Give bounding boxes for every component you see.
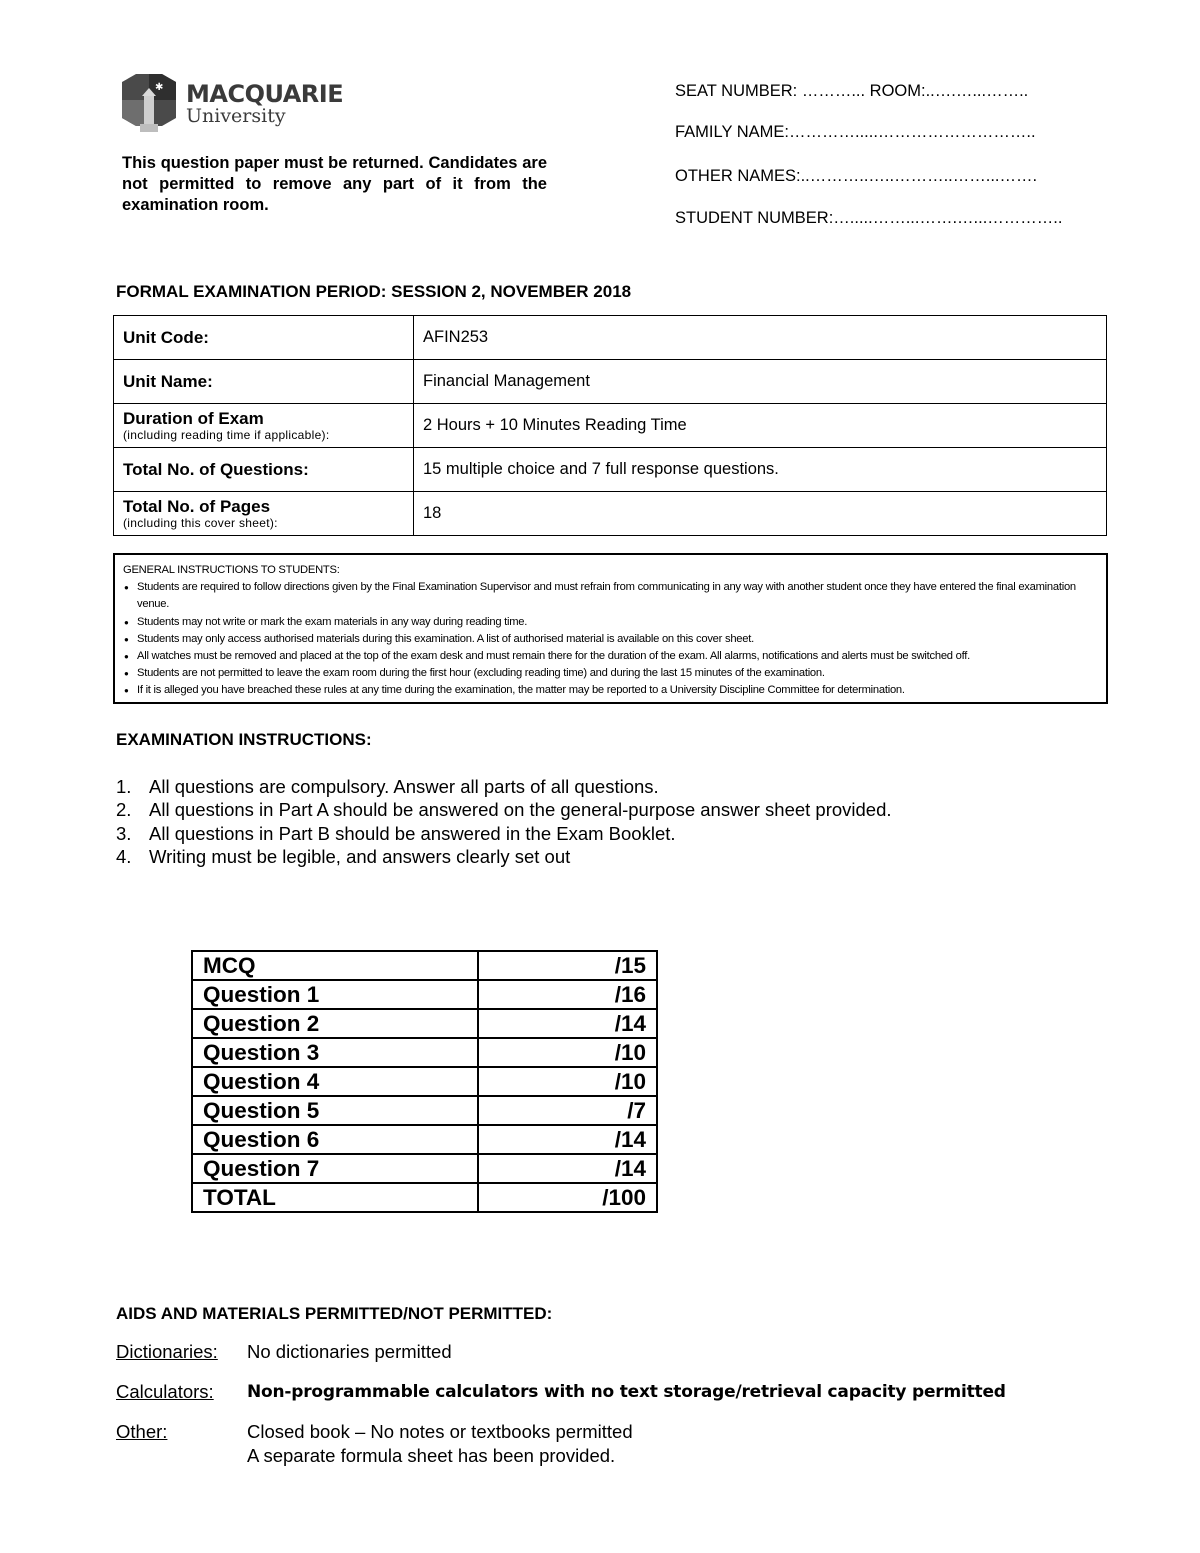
exam-period-heading: FORMAL EXAMINATION PERIOD: SESSION 2, NOVEMBER 2018 [116,282,632,301]
list-item: ● If it is alleged you have breached these rules at any time during the examination, the matter may be reported to a University Discipline Committee for determination. [123,682,1098,699]
marks-total-label: TOTAL [192,1183,478,1212]
other-value-line-2: A separate formula sheet has been provided. [247,1445,616,1466]
list-item: ● Students may not write or mark the exam materials in any way during reading time. [123,614,1098,631]
row-label: Duration of Exam [123,408,264,428]
table-row [192,951,657,980]
unit-code-label [114,316,414,360]
marks-value: /10 [478,1067,657,1096]
marks-item: Question 5 [192,1096,478,1125]
marks-value: /14 [478,1154,657,1183]
list-item: ● Students are not permitted to leave the exam room during the first hour (excluding reading time) and during the last 15 minutes of the examination. [123,665,1098,682]
list-item: ● Students are required to follow directions given by the Final Examination Supervisor and must refrain from communicating in any way with another student once they have entered the final examination venue. [123,579,1098,613]
list-text: All questions in Part A should be answered on the general-purpose answer sheet provided. [149,799,892,821]
other-value-line-1: Closed book – No notes or textbooks permitted [247,1421,633,1442]
table-row [192,1183,657,1212]
aids-heading: AIDS AND MATERIALS PERMITTED/NOT PERMITTED: [116,1304,553,1323]
marks-value: /16 [478,980,657,1009]
table-row [192,1067,657,1096]
unit-code-value: AFIN253 [414,316,1107,360]
general-instructions-list [123,579,1098,699]
university-logo [122,74,344,136]
exam-instructions-list [116,775,892,868]
university-crest-icon [122,74,176,134]
list-item: ● All watches must be removed and placed at the top of the exam desk and must remain there for the duration of the exam. All alarms, notifications and alerts must be switched off. [123,648,1098,665]
exam-instructions-heading: EXAMINATION INSTRUCTIONS: [116,730,372,749]
table-row [192,1125,657,1154]
svg-text:✱: ✱ [155,82,164,93]
list-number: 4. [116,845,132,867]
return-notice: This question paper must be returned. Candidates are not permitted to remove any part of it from the examination room. [122,154,547,214]
table-row [114,492,1107,536]
list-item: ● Students may only access authorised materials during this examination. A list of authorised material is available on this cover sheet. [123,631,1098,648]
marks-item: Question 1 [192,980,478,1009]
marks-value: /15 [478,951,657,980]
list-item [116,775,892,798]
unit-details-table [113,315,1107,536]
list-text: Writing must be legible, and answers clearly set out [149,845,571,867]
table-row [114,316,1107,360]
table-row [114,448,1107,492]
logo-subtitle: University [186,105,286,127]
logo-name: MACQUARIE [186,80,344,108]
student-number-field: STUDENT NUMBER:….....……...…….…...………….. [675,209,1063,227]
total-questions-label [114,448,414,492]
marks-value: /10 [478,1038,657,1067]
general-instructions-box [113,553,1108,704]
dictionaries-label: Dictionaries: [116,1341,218,1362]
marks-item: Question 2 [192,1009,478,1038]
marks-value: /7 [478,1096,657,1125]
duration-value: 2 Hours + 10 Minutes Reading Time [414,404,1107,448]
list-number: 2. [116,799,132,821]
list-item [116,822,892,845]
marks-item: Question 3 [192,1038,478,1067]
family-name-field: FAMILY NAME:………….....……………………….. [675,123,1036,141]
unit-name-value: Financial Management [414,360,1107,404]
list-item [116,845,892,868]
table-row [192,980,657,1009]
marks-item: Question 4 [192,1067,478,1096]
list-text: All questions are compulsory. Answer all parts of all questions. [149,776,659,797]
other-names-field: OTHER NAMES:..………..…..………..……...……. [675,167,1038,185]
dictionaries-value: No dictionaries permitted [247,1341,452,1362]
row-label: Total No. of Questions: [123,459,309,479]
row-note: (including this cover sheet): [123,515,278,530]
list-number: 1. [116,776,132,797]
row-label: Unit Name: [123,371,213,391]
row-note: (including reading time if applicable): [123,427,330,442]
general-instructions-title: GENERAL INSTRUCTIONS TO STUDENTS: [123,564,340,576]
table-row [192,1096,657,1125]
total-pages-value: 18 [414,492,1107,536]
list-number: 3. [116,822,132,844]
total-pages-label [114,492,414,536]
seat-room-field: SEAT NUMBER: ………... ROOM:..….…...…….. [675,82,1029,100]
unit-name-label [114,360,414,404]
marks-total-value: /100 [478,1183,657,1212]
marks-value: /14 [478,1009,657,1038]
marks-item: MCQ [192,951,478,980]
calculators-value: Non-programmable calculators with no text storage/retrieval capacity permitted [247,1382,1006,1402]
calculators-label: Calculators: [116,1381,214,1402]
row-label: Total No. of Pages [123,496,271,516]
row-label: Unit Code: [123,327,209,347]
table-row [114,404,1107,448]
marks-item: Question 7 [192,1154,478,1183]
list-text: All questions in Part B should be answered in the Exam Booklet. [149,822,676,844]
list-item [116,798,892,821]
duration-label [114,404,414,448]
table-row [192,1154,657,1183]
marks-table [191,950,658,1213]
marks-value: /14 [478,1125,657,1154]
other-label: Other: [116,1421,168,1442]
table-row [192,1038,657,1067]
table-row [114,360,1107,404]
table-row [192,1009,657,1038]
total-questions-value: 15 multiple choice and 7 full response questions. [414,448,1107,492]
marks-item: Question 6 [192,1125,478,1154]
